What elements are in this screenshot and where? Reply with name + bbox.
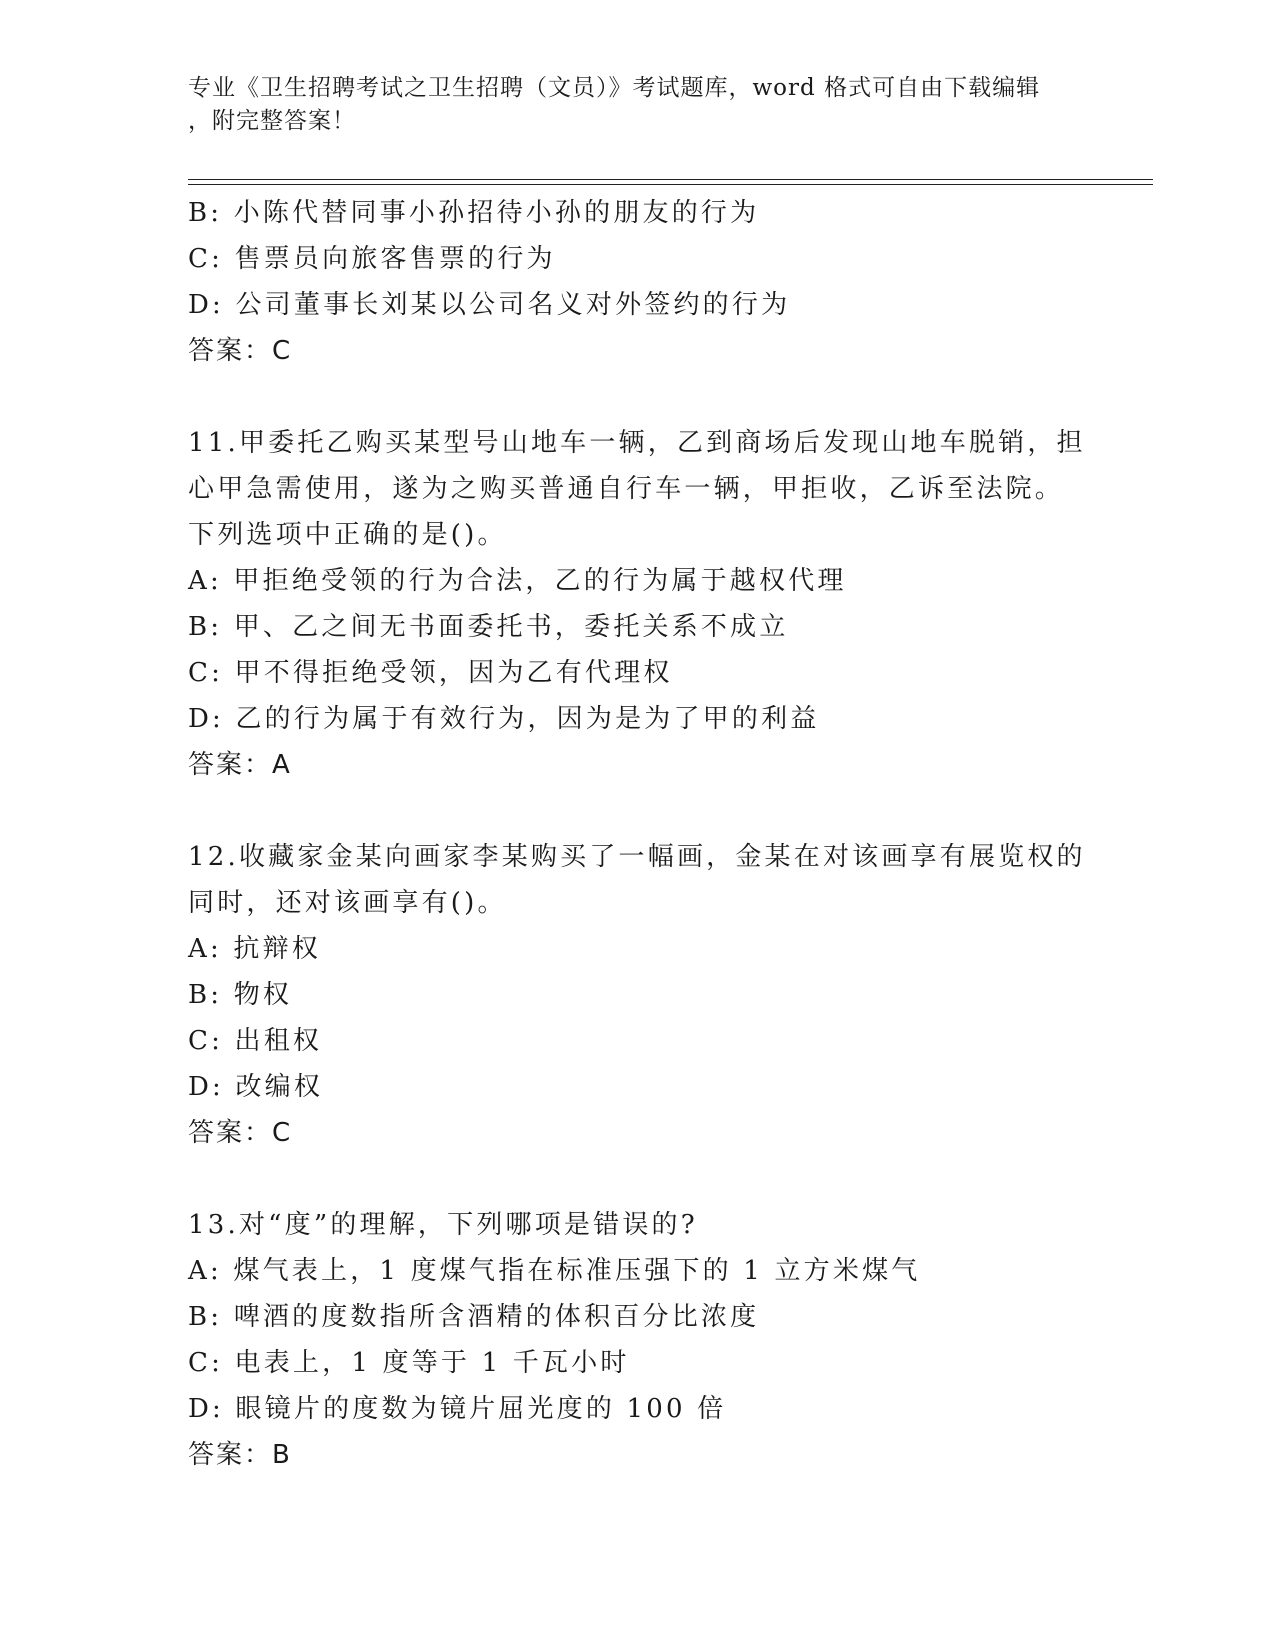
question-stem: 下列选项中正确的是()。 (188, 520, 507, 550)
option-a: A: 甲拒绝受领的行为合法，乙的行为属于越权代理 (188, 566, 847, 596)
question-list (188, 190, 1088, 1478)
option-c: C: 出租权 (188, 1026, 323, 1056)
answer: 答案：A (188, 750, 292, 780)
question-stem: 13.对“度”的理解，下列哪项是错误的? (188, 1210, 698, 1240)
option-b: B: 甲、乙之间无书面委托书，委托关系不成立 (188, 612, 789, 642)
spacer (188, 788, 1088, 834)
option-c: C: 甲不得拒绝受领，因为乙有代理权 (188, 658, 673, 688)
header-divider-top (188, 179, 1153, 180)
question-stem: 12.收藏家金某向画家李某购买了一幅画，金某在对该画享有展览权的 (188, 842, 1086, 872)
question-stem: 心甲急需使用，遂为之购买普通自行车一辆，甲拒收，乙诉至法院。 (188, 474, 1065, 504)
answer: 答案：C (188, 336, 293, 366)
spacer (188, 1156, 1088, 1202)
question-stem: 同时，还对该画享有()。 (188, 888, 507, 918)
question-13 (188, 1202, 1088, 1478)
page-header (188, 72, 1088, 138)
question-12 (188, 834, 1088, 1156)
answer: 答案：C (188, 1118, 293, 1148)
option-d: D: 改编权 (188, 1072, 324, 1102)
option-b: B: 物权 (188, 980, 293, 1010)
question-10 (188, 190, 1088, 374)
question-11 (188, 420, 1088, 788)
option-c: C: 售票员向旅客售票的行为 (188, 244, 556, 274)
header-line-2: ，附完整答案！ (188, 108, 356, 134)
option-d: D: 乙的行为属于有效行为，因为是为了甲的利益 (188, 704, 820, 734)
option-a: A: 抗辩权 (188, 934, 322, 964)
question-stem: 11.甲委托乙购买某型号山地车一辆，乙到商场后发现山地车脱销，担 (188, 428, 1086, 458)
option-d: D: 公司董事长刘某以公司名义对外签约的行为 (188, 290, 791, 320)
spacer (188, 374, 1088, 420)
option-a: A: 煤气表上，1 度煤气指在标准压强下的 1 立方米煤气 (188, 1256, 921, 1286)
option-b: B: 啤酒的度数指所含酒精的体积百分比浓度 (188, 1302, 760, 1332)
option-d: D: 眼镜片的度数为镜片屈光度的 100 倍 (188, 1394, 727, 1424)
header-line-1: 专业《卫生招聘考试之卫生招聘（文员）》考试题库，word 格式可自由下载编辑 (188, 75, 1041, 101)
option-b: B: 小陈代替同事小孙招待小孙的朋友的行为 (188, 198, 760, 228)
header-divider-bottom (188, 184, 1153, 185)
option-c: C: 电表上，1 度等于 1 千瓦小时 (188, 1348, 630, 1378)
answer: 答案：B (188, 1440, 292, 1470)
